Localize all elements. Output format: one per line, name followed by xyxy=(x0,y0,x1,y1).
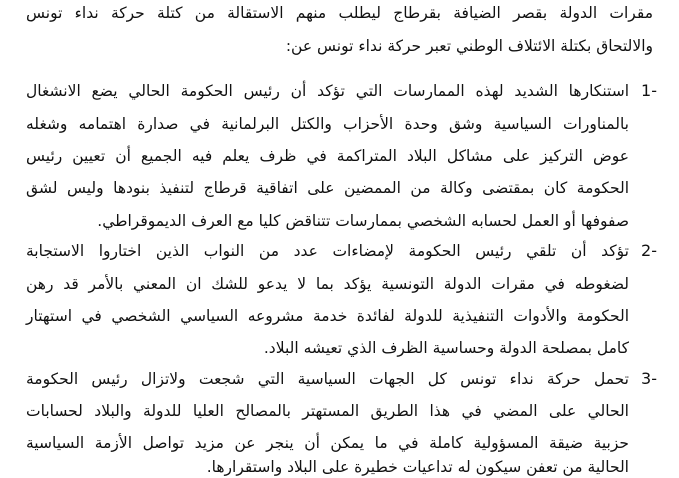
intro-line: مقرات الدولة بقصر الضيافة بقرطاج ليطلب منهم الاستقالة من كتلة حركة نداء تونس xyxy=(26,4,653,22)
point-line: الحكومة كان بمقتضى وكالة من الممضين على اتفاقية قرطاج لتنفيذ بنودها وليس لشق xyxy=(26,179,629,197)
point-line: كامل بمصلحة الدولة وحساسية الظرف الذي تعيشه البلاد. xyxy=(263,339,629,357)
point-number: 2- xyxy=(641,241,657,260)
intro-line: والالتحاق بكتلة الائتلاف الوطني تعبر حركة نداء تونس عن: xyxy=(285,37,653,55)
point-line: صفوفها أو العمل لحسابه الشخصي بممارسات تتناقض كليا مع العرف الديموقراطي. xyxy=(97,212,629,230)
point-line: بالمناورات السياسية وشق وحدة الأحزاب والكتل البرلمانية في صدارة اهتمامه وشغله xyxy=(26,115,629,133)
point-line: الحكومة والأدوات التنفيذية للدولة لفائدة خدمة مشروعه السياسي الشخصي في استهتار xyxy=(26,307,629,325)
point-line: عوض التركيز على مشاكل البلاد المتراكمة في ظرف يعلم فيه الجميع أن تعيين رئيس xyxy=(26,147,629,165)
point-line: الحالية من تعفن سيكون له تداعيات خطيرة على البلاد واستقرارها. xyxy=(206,458,629,476)
point-number: 3- xyxy=(641,369,657,388)
point-line: حزبية ضيقة المسؤولية كاملة في ما يمكن أن ينجر عن مزيد تواصل الأزمة السياسية xyxy=(26,434,629,452)
point-number: 1- xyxy=(641,81,657,100)
point-line: لضغوطه في مقرات الدولة التونسية يؤكد بما لا يدعو للشك ان المعني بالأمر قد رهن xyxy=(26,275,629,293)
point-line: الحالي على المضي في هذا الطريق المستهتر بالمصالح العليا للدولة والبلاد لحسابات xyxy=(26,402,629,420)
point-line: تحمل حركة نداء تونس كل الجهات السياسية التي شجعت ولاتزال رئيس الحكومة xyxy=(26,370,629,388)
point-line: تؤكد أن تلقي رئيس الحكومة لإمضاءات عدد من النواب الذين اختاروا الاستجابة xyxy=(26,242,629,260)
point-line: استنكارها الشديد لهذه الممارسات التي تؤكد أن رئيس الحكومة الحالي يضع الانشغال xyxy=(26,82,629,100)
